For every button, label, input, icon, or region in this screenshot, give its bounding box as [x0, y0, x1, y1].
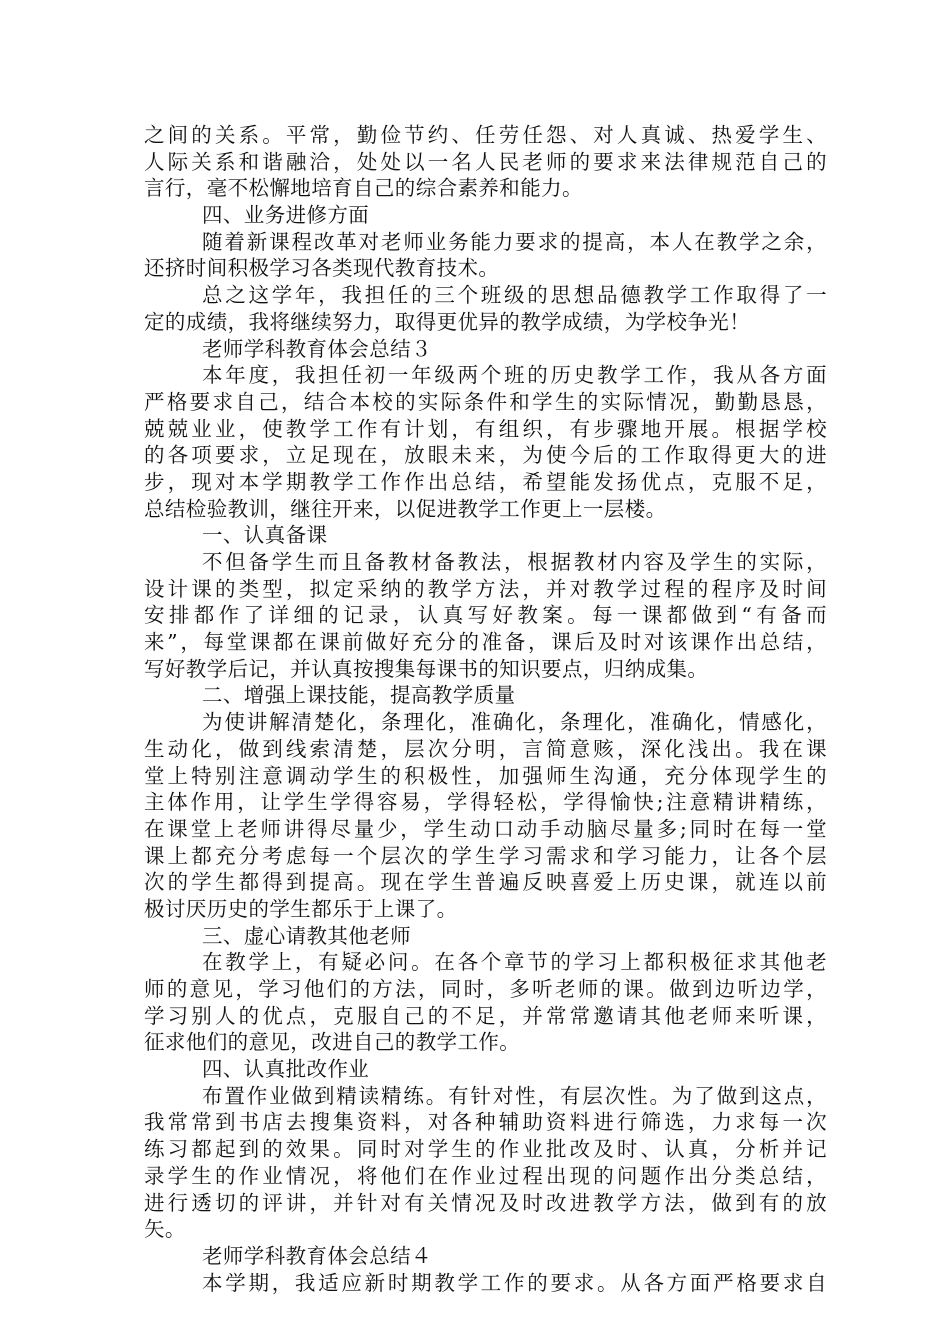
text-line: 一、认真备课	[202, 523, 328, 548]
text-line: 进行透切的评讲，并针对有关情况及时改进教学方法，做到有的放	[144, 1190, 827, 1215]
text-line: 录学生的作业情况，将他们在作业过程出现的问题作出分类总结，	[144, 1163, 827, 1188]
text-line: 师的意见，学习他们的方法，同时，多听老师的课。做到边听边学，	[144, 977, 827, 1001]
text-line: 之间的关系。平常，勤俭节约、任劳任怨、对人真诚、热爱学生、	[144, 123, 827, 147]
text-line: 生动化，做到线索清楚，层次分明，言简意赅，深化浅出。我在课	[144, 736, 827, 761]
text-line: 总之这学年，我担任的三个班级的思想品德教学工作取得了一	[202, 283, 827, 308]
text-line: 人际关系和谐融洽，处处以一名人民老师的要求来法律规范自己的	[144, 149, 827, 174]
text-line: 课上都充分考虑每一个层次的学生学习需求和学习能力，让各个层	[144, 843, 827, 868]
text-line: 本学期，我适应新时期教学工作的要求。从各方面严格要求自	[202, 1270, 827, 1295]
text-line: 在课堂上老师讲得尽量少，学生动口动手动脑尽量多;同时在每一堂	[144, 816, 827, 841]
text-line: 言行，毫不松懈地培育自己的综合素养和能力。	[144, 176, 583, 201]
text-line: 老师学科教育体会总结３	[202, 336, 432, 361]
text-line: 步，现对本学期教学工作作出总结，希望能发扬优点，克服不足，	[144, 469, 827, 494]
text-line: 征求他们的意见，改进自己的教学工作。	[144, 1030, 521, 1055]
text-line: 还挤时间积极学习各类现代教育技术。	[144, 256, 500, 281]
text-line: 极讨厌历史的学生都乐于上课了。	[144, 896, 458, 921]
text-line: 总结检验教训，继往开来，以促进教学工作更上一层楼。	[144, 496, 667, 521]
text-line: 设计课的类型，拟定采纳的教学方法，并对教学过程的程序及时间	[144, 576, 827, 601]
text-line: 随着新课程改革对老师业务能力要求的提高，本人在教学之余，	[202, 229, 827, 254]
document-body	[144, 122, 827, 1296]
text-line: 不但备学生而且备教材备教法，根据教材内容及学生的实际，	[202, 550, 827, 574]
text-line: 次的学生都得到提高。现在学生普遍反映喜爱上历史课，就连以前	[144, 870, 827, 895]
text-line: 严格要求自己，结合本校的实际条件和学生的实际情况，勤勤恳恳，	[144, 389, 827, 414]
text-line: 矢。	[144, 1217, 186, 1242]
text-line: 老师学科教育体会总结４	[202, 1243, 432, 1268]
text-line: 兢兢业业，使教学工作有计划，有组织，有步骤地开展。根据学校	[144, 416, 827, 441]
text-line: 练习都起到的效果。同时对学生的作业批改及时、认真，分析并记	[144, 1137, 827, 1162]
text-line: 四、业务进修方面	[202, 203, 370, 228]
text-line: 来”，每堂课都在课前做好充分的准备，课后及时对该课作出总结，	[144, 630, 827, 655]
text-line: 的各项要求，立足现在，放眼未来，为使今后的工作取得更大的进	[144, 443, 827, 468]
text-line: 写好教学后记，并认真按搜集每课书的知识要点，归纳成集。	[144, 656, 709, 681]
text-line: 本年度，我担任初一年级两个班的历史教学工作，我从各方面	[202, 363, 827, 388]
text-line: 四、认真批改作业	[202, 1057, 370, 1082]
text-line: 安排都作了详细的记录，认真写好教案。每一课都做到“有备而	[144, 603, 827, 628]
text-line: 定的成绩，我将继续努力，取得更优异的教学成绩，为学校争光！	[144, 309, 751, 334]
text-line: 布置作业做到精读精练。有针对性，有层次性。为了做到这点，	[202, 1083, 827, 1108]
text-line: 主体作用，让学生学得容易，学得轻松，学得愉快;注意精讲精练，	[144, 790, 827, 815]
text-line: 在教学上，有疑必问。在各个章节的学习上都积极征求其他老	[202, 950, 827, 975]
text-line: 为使讲解清楚化，条理化，准确化，条理化，准确化，情感化，	[202, 710, 827, 735]
text-line: 我常常到书店去搜集资料，对各种辅助资料进行筛选，力求每一次	[144, 1110, 827, 1135]
text-line: 二、增强上课技能，提高教学质量	[202, 683, 516, 708]
text-line: 学习别人的优点，克服自己的不足，并常常邀请其他老师来听课，	[144, 1003, 827, 1028]
text-line: 三、虚心请教其他老师	[202, 923, 411, 948]
text-line: 堂上特别注意调动学生的积极性，加强师生沟通，充分体现学生的	[144, 763, 827, 788]
